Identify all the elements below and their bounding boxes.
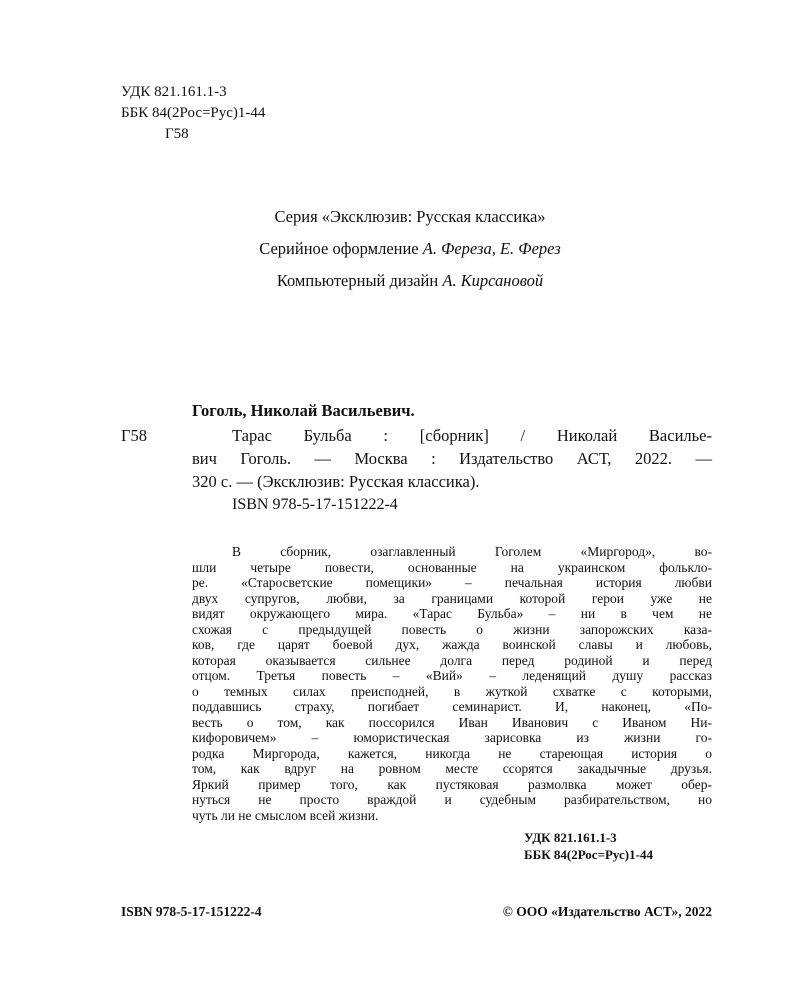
bbk-code: ББК 84(2Рос=Рус)1-44 — [121, 105, 266, 121]
author-mark: Г58 — [165, 126, 189, 142]
computer-name: А. Кирсановой — [442, 271, 544, 290]
footer-copyright: © ООО «Издательство АСТ», 2022 — [502, 904, 712, 919]
bib-author: Гоголь, Николай Васильевич. — [192, 401, 415, 420]
annotation-line: родка Миргорода, кажется, никогда не стареющая история о — [192, 745, 712, 761]
bib-line: вич Гоголь. — Москва : Издательство АСТ, 2022. — — [192, 449, 712, 468]
annotation-line: ков, где царят боевой дух, жажда воинской славы и любовь, — [192, 637, 712, 652]
series-title: Серия «Эксклюзив: Русская классика» — [274, 207, 546, 226]
annotation-line: нуться не просто враждой и судебным разбирательством, но — [192, 792, 712, 807]
annotation-line: В сборник, озаглавленный Гоголем «Миргород», во- — [232, 544, 712, 559]
annotation-line: отцом. Третья повесть – «Вий» – леденящий душу рассказ — [192, 668, 712, 683]
computer-label: Компьютерный дизайн — [276, 271, 439, 290]
annotation-line: том, как вдруг на ровном месте ссорятся закадычные друзья. — [192, 761, 712, 776]
annotation-line: Яркий пример того, как пустяковая размолвка может обер- — [192, 776, 712, 792]
udk-bottom: УДК 821.161.1-3 — [524, 830, 617, 845]
bib-line: Тарас Бульба : [сборник] / Николай Василье- — [232, 426, 712, 445]
annotation-line: кифоровичем» – юмористическая зарисовка из жизни го- — [192, 730, 712, 745]
annotation-line: которая оказывается сильнее долга перед родиной и перед — [192, 652, 712, 668]
bib-line: 320 с. — (Эксклюзив: Русская классика). — [192, 472, 480, 491]
annotation-line: ре. «Старосветские помещики» – печальная история любви — [192, 575, 712, 590]
annotation-line: о темных силах преисподней, в жуткой схватке с которыми, — [192, 683, 712, 699]
annotation-line: весть о том, как поссорился Иван Иванович с Иваном Ни- — [192, 714, 712, 730]
design-label: Серийное оформление — [259, 239, 419, 258]
annotation-line: схожая с предыдущей повесть о жизни запорожских каза- — [192, 621, 712, 637]
udk-code: УДК 821.161.1-3 — [121, 84, 227, 100]
bib-code: Г58 — [121, 426, 148, 445]
footer-isbn: ISBN 978-5-17-151222-4 — [121, 904, 262, 919]
bib-isbn: ISBN 978-5-17-151222-4 — [232, 496, 398, 513]
annotation-line: чуть ли не смыслом всей жизни. — [192, 807, 379, 823]
computer-design — [0, 271, 800, 291]
bbk-bottom: ББК 84(2Рос=Рус)1-44 — [524, 847, 653, 862]
design-names: А. Фереза, Е. Ферез — [422, 239, 561, 258]
annotation-line: видят окружающего мира. «Тарас Бульба» – ни в чем не — [192, 606, 712, 621]
annotation-line: двух супругов, любви, за границами которой герои уже не — [192, 590, 712, 606]
annotation-line: шли четыре повести, основанные на украинском фолькло- — [192, 559, 712, 575]
series-design — [0, 239, 800, 259]
annotation-line: поддавшись страху, погибает семинарист. И, наконец, «По- — [192, 699, 712, 714]
